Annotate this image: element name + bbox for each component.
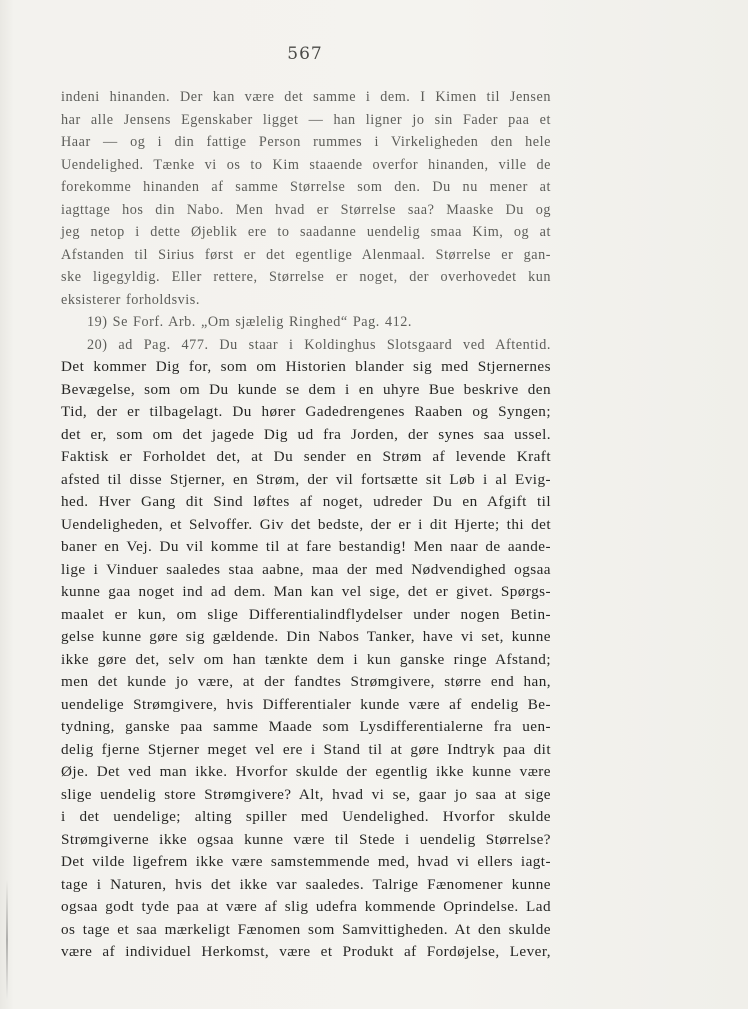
text-line: har alle Jensens Egenskaber ligget — han ligner jo sin Fader paa et <box>61 111 551 128</box>
text-line: Øje. Det ved man ikke. Hvorfor skulde der egentlig ikke kunne være <box>61 763 551 780</box>
text-line: uendelige Strømgivere, hvis Differentialer kunde være af endelig Be- <box>61 695 551 713</box>
dark-paragraph <box>61 356 551 964</box>
text-line: Uendeligheden, et Selvoffer. Giv det bedste, der er i dit Hjerte; thi det <box>61 515 551 533</box>
text-line: Strømgiverne ikke ogsaa kunne være til Stede i uendelig Størrelse? <box>61 830 551 848</box>
text-line: baner en Vej. Du vil komme til at fare bestandig! Men naar de aande- <box>61 538 551 555</box>
text-line: Faktisk er Forholdet det, at Du sender en Strøm af levende Kraft <box>61 448 551 465</box>
text-line: Haar — og i din fattige Person rummes i Virkeligheden den hele <box>61 134 551 150</box>
text-line: afsted til disse Stjerner, en Strøm, der vil fortsætte sit Løb i al Evig- <box>61 470 551 488</box>
text-line: gelse kunne gøre sig gældende. Din Nabos Tanker, have vi set, kunne <box>61 628 551 645</box>
text-line: Bevægelse, som om Du kunde se dem i en uhyre Bue beskrive den <box>61 380 551 398</box>
page-number: 567 <box>287 44 323 64</box>
page-binding-shadow <box>6 880 8 1000</box>
text-line: i det uendelige; alting spiller med Uendelighed. Hvorfor skulde <box>61 808 551 825</box>
text-line: delig fjerne Stjerner meget vel ere i Stand til at gøre Indtryk paa dit <box>61 740 551 758</box>
text-line: Det vilde ligefrem ikke være samstemmende med, hvad vi ellers iagt- <box>61 853 551 870</box>
text-line: kunne gaa noget ind ad dem. Man kan vel sige, det er givet. Spørgs- <box>61 583 551 600</box>
text-line: ogsaa godt tyde paa at være af slig udefra kommende Oprindelse. Lad <box>61 898 551 915</box>
body-text <box>61 86 551 964</box>
footnote-19: 19) Se Forf. Arb. „Om sjælelig Ringhed“ Pag. 412. <box>87 314 412 330</box>
text-line: eksisterer forholdsvis. <box>61 291 200 308</box>
text-line: tydning, ganske paa samme Maade som Lysdifferentialerne fra uen- <box>61 718 551 735</box>
text-line: være af individuel Herkomst, være et Produkt af Fordøjelse, Lever, <box>61 943 551 960</box>
text-line: det er, som om det jagede Dig ud fra Jorden, der synes saa ussel. <box>61 425 551 443</box>
text-line: lige i Vinduer saaledes staa aabne, maa der med Nødvendighed ogsaa <box>61 560 551 578</box>
text-line: jeg netop i dette Øjeblik ere to saadanne uendelig smaa Kim, og at <box>61 224 551 240</box>
text-line: Det kommer Dig for, som om Historien blander sig med Stjernernes <box>61 358 551 375</box>
text-line: hed. Hver Gang dit Sind løftes af noget, udreder Du en Afgift til <box>61 493 551 510</box>
text-line: slige uendelig store Strømgivere? Alt, hvad vi se, gaar jo saa at sige <box>61 785 551 803</box>
text-line: ske ligegyldig. Eller rettere, Størrelse er noget, der overhovedet kun <box>61 269 551 285</box>
text-line: tage i Naturen, hvis det ikke var saaledes. Talrige Fænomener kunne <box>61 875 551 893</box>
text-line: men det kunde jo være, at der fandtes Strømgivere, større end han, <box>61 673 551 690</box>
text-line: iagttage hos din Nabo. Men hvad er Størrelse saa? Maaske Du og <box>61 201 551 218</box>
text-line: os tage et saa mærkeligt Fænomen som Samvittigheden. At den skulde <box>61 920 551 938</box>
text-line: forekomme hinanden af samme Størrelse som den. Du nu mener at <box>61 179 551 195</box>
text-line: ikke gøre det, selv om han tænkte dem i kun ganske ringe Afstand; <box>61 650 551 668</box>
text-line: maalet er kun, om slige Differentialindflydelser under nogen Betin- <box>61 605 551 623</box>
text-line: Tid, der er tilbagelagt. Du hører Gadedrengenes Raaben og Syngen; <box>61 403 551 420</box>
text-line: Afstanden til Sirius først er det egentlige Alenmaal. Størrelse er gan- <box>61 246 551 263</box>
text-line: indeni hinanden. Der kan være det samme i dem. I Kimen til Jensen <box>61 89 551 105</box>
footnote-20: 20) ad Pag. 477. Du staar i Koldinghus Slotsgaard ved Aftentid. <box>87 336 551 353</box>
text-line: Uendelighed. Tænke vi os to Kim staaende overfor hinanden, ville de <box>61 156 551 173</box>
faded-paragraph <box>61 86 551 356</box>
